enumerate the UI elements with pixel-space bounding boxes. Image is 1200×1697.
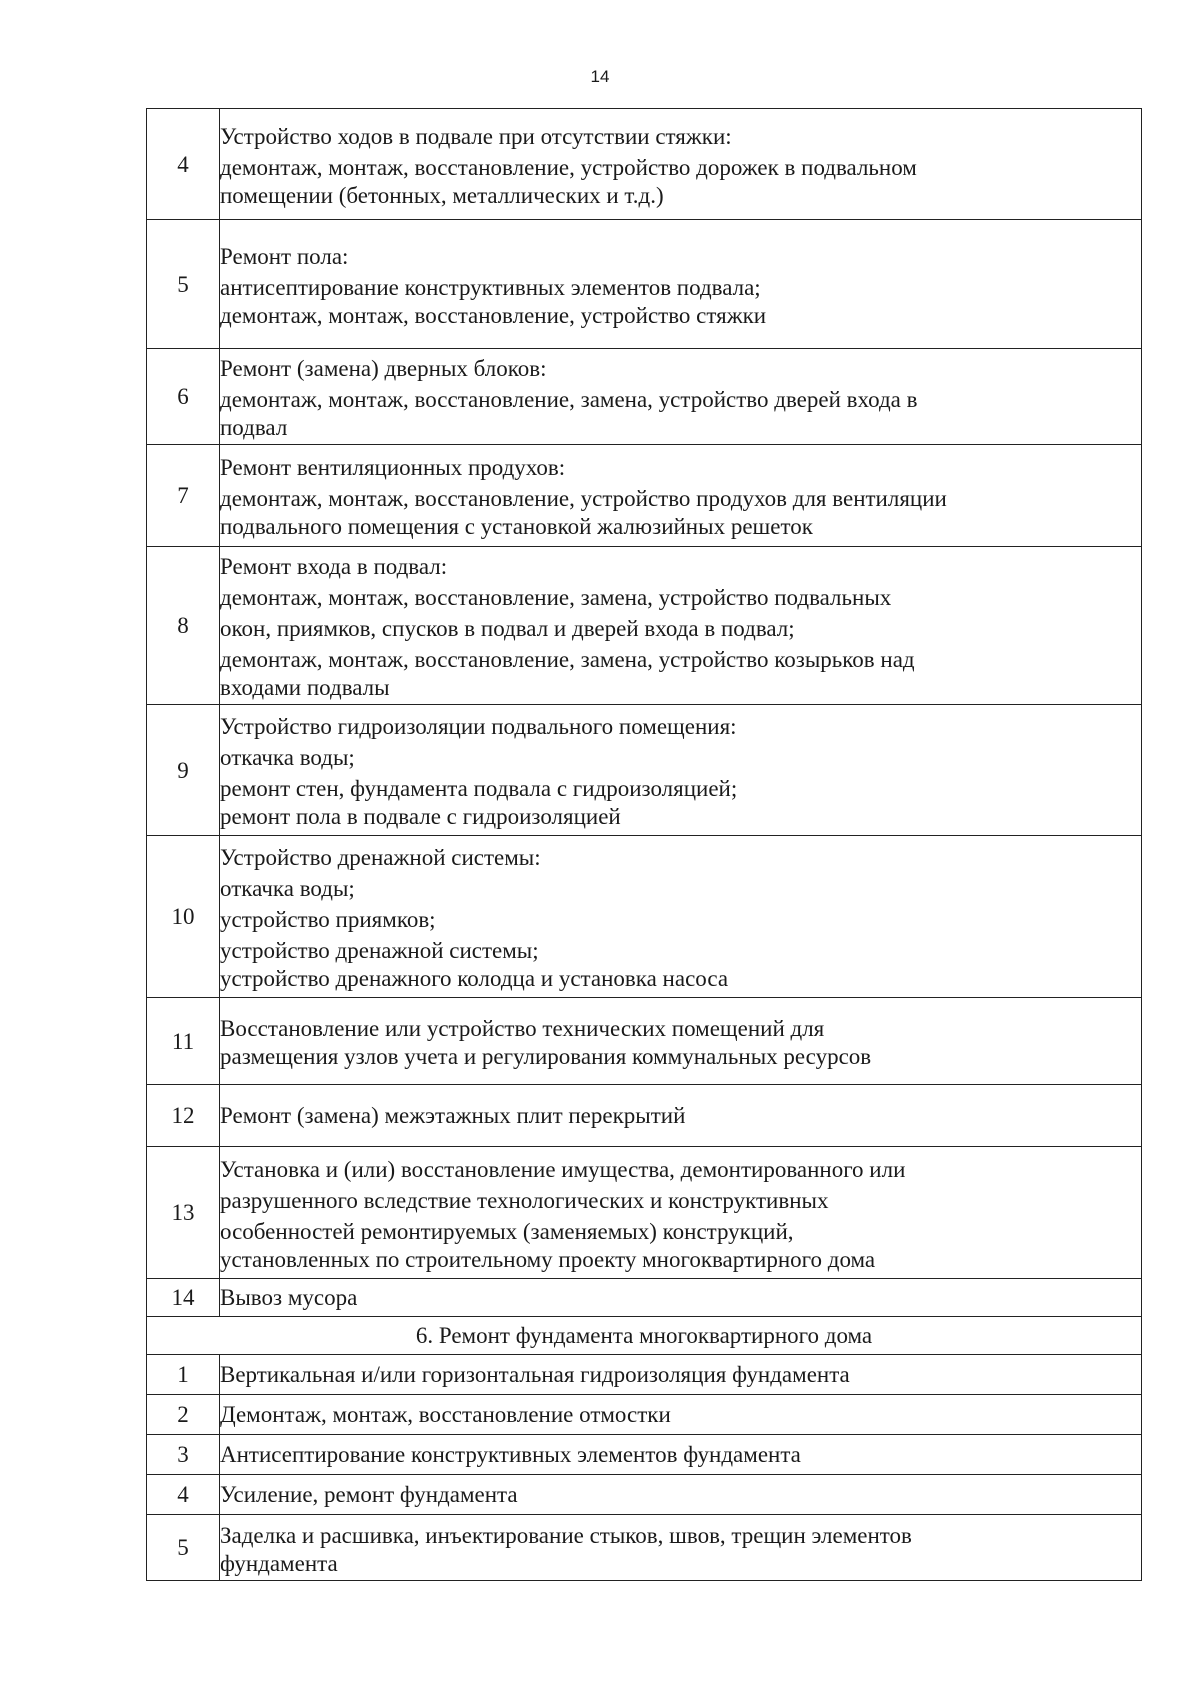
row-number: 7 bbox=[147, 445, 220, 547]
description-line: устройство приямков; bbox=[220, 907, 436, 932]
description-line: особенностей ремонтируемых (заменяемых) конструкций, bbox=[220, 1218, 794, 1244]
row-number: 10 bbox=[147, 836, 220, 998]
description-line: подвального помещения с установкой жалюзийных решеток bbox=[220, 514, 813, 539]
row-number: 14 bbox=[147, 1279, 220, 1317]
description-line: демонтаж, монтаж, восстановление, замена, устройство подвальных bbox=[220, 585, 892, 610]
table-row bbox=[147, 220, 1142, 349]
description-line: Установка и (или) восстановление имущества, демонтированного или bbox=[220, 1156, 906, 1182]
row-description bbox=[220, 1435, 1142, 1475]
section-title: 6. Ремонт фундамента многоквартирного дома bbox=[147, 1317, 1142, 1355]
row-number: 5 bbox=[147, 1515, 220, 1581]
table-row bbox=[147, 1395, 1142, 1435]
row-description bbox=[220, 1515, 1142, 1581]
description-line: размещения узлов учета и регулирования коммунальных ресурсов bbox=[220, 1044, 872, 1069]
section-header-row bbox=[147, 1317, 1142, 1355]
description-line: Ремонт (замена) дверных блоков: bbox=[220, 356, 547, 381]
description-line: Ремонт пола: bbox=[220, 243, 349, 269]
row-description bbox=[220, 1395, 1142, 1435]
table-row bbox=[147, 1435, 1142, 1475]
description-line: Восстановление или устройство технических помещений для bbox=[220, 1016, 825, 1041]
row-description bbox=[220, 220, 1142, 349]
row-description bbox=[220, 1147, 1142, 1279]
description-line: Устройство ходов в подвале при отсутствии стяжки: bbox=[220, 123, 732, 149]
table-row bbox=[147, 109, 1142, 220]
description-line: Антисептирование конструктивных элементов фундамента bbox=[220, 1442, 801, 1467]
row-description bbox=[220, 109, 1142, 220]
page-number: 14 bbox=[590, 67, 610, 86]
row-number: 5 bbox=[147, 220, 220, 349]
table-row bbox=[147, 1475, 1142, 1515]
description-line: помещении (бетонных, металлических и т.д.) bbox=[220, 182, 664, 208]
row-number: 4 bbox=[147, 109, 220, 220]
description-line: Устройство гидроизоляции подвального помещения: bbox=[220, 714, 737, 739]
works-table-body bbox=[147, 109, 1142, 1581]
table-row bbox=[147, 445, 1142, 547]
table-row bbox=[147, 1355, 1142, 1395]
description-line: Усиление, ремонт фундамента bbox=[220, 1482, 518, 1507]
description-line: установленных по строительному проекту многоквартирного дома bbox=[220, 1246, 876, 1272]
works-table bbox=[146, 108, 1142, 1581]
description-line: Демонтаж, монтаж, восстановление отмостки bbox=[220, 1402, 671, 1427]
table-row bbox=[147, 349, 1142, 445]
row-description bbox=[220, 705, 1142, 836]
description-line: Ремонт вентиляционных продухов: bbox=[220, 455, 566, 480]
table-row bbox=[147, 998, 1142, 1085]
description-line: откачка воды; bbox=[220, 745, 355, 770]
description-line: ремонт стен, фундамента подвала с гидроизоляцией; bbox=[220, 776, 738, 801]
table-row bbox=[147, 547, 1142, 705]
row-description bbox=[220, 1355, 1142, 1395]
description-line: антисептирование конструктивных элементов подвала; bbox=[220, 274, 761, 300]
description-line: фундамента bbox=[220, 1550, 338, 1576]
description-line: Устройство дренажной системы: bbox=[220, 845, 541, 870]
description-line: устройство дренажной системы; bbox=[220, 938, 539, 963]
description-line: окон, приямков, спусков в подвал и дверей входа в подвал; bbox=[220, 616, 795, 641]
table-row bbox=[147, 836, 1142, 998]
description-line: Ремонт (замена) межэтажных плит перекрытий bbox=[220, 1103, 686, 1128]
row-number: 11 bbox=[147, 998, 220, 1085]
description-line: ремонт пола в подвале с гидроизоляцией bbox=[220, 804, 621, 829]
row-number: 1 bbox=[147, 1355, 220, 1395]
table-row bbox=[147, 705, 1142, 836]
description-line: устройство дренажного колодца и установка насоса bbox=[220, 966, 729, 991]
description-line: демонтаж, монтаж, восстановление, устройство дорожек в подвальном bbox=[220, 154, 917, 180]
description-line: Вывоз мусора bbox=[220, 1285, 358, 1310]
description-line: входами подвалы bbox=[220, 675, 390, 700]
description-line: Заделка и расшивка, инъектирование стыков, швов, трещин элементов bbox=[220, 1522, 912, 1548]
row-description bbox=[220, 1085, 1142, 1147]
row-description bbox=[220, 445, 1142, 547]
row-description bbox=[220, 349, 1142, 445]
description-line: подвал bbox=[220, 415, 288, 440]
description-line: демонтаж, монтаж, восстановление, замена, устройство дверей входа в bbox=[220, 387, 918, 412]
row-number: 9 bbox=[147, 705, 220, 836]
row-description bbox=[220, 998, 1142, 1085]
table-row bbox=[147, 1279, 1142, 1317]
row-number: 13 bbox=[147, 1147, 220, 1279]
description-line: демонтаж, монтаж, восстановление, устройство продухов для вентиляции bbox=[220, 486, 947, 511]
row-number: 6 bbox=[147, 349, 220, 445]
row-description bbox=[220, 1475, 1142, 1515]
table-row bbox=[147, 1147, 1142, 1279]
row-description bbox=[220, 1279, 1142, 1317]
row-number: 3 bbox=[147, 1435, 220, 1475]
description-line: демонтаж, монтаж, восстановление, замена, устройство козырьков над bbox=[220, 647, 915, 672]
row-number: 2 bbox=[147, 1395, 220, 1435]
row-number: 8 bbox=[147, 547, 220, 705]
table-row bbox=[147, 1085, 1142, 1147]
description-line: Ремонт входа в подвал: bbox=[220, 554, 448, 579]
row-number: 12 bbox=[147, 1085, 220, 1147]
description-line: демонтаж, монтаж, восстановление, устройство стяжки bbox=[220, 302, 767, 328]
description-line: Вертикальная и/или горизонтальная гидроизоляция фундамента bbox=[220, 1362, 850, 1387]
table-row bbox=[147, 1515, 1142, 1581]
row-description bbox=[220, 547, 1142, 705]
row-number: 4 bbox=[147, 1475, 220, 1515]
row-description bbox=[220, 836, 1142, 998]
description-line: разрушенного вследствие технологических и конструктивных bbox=[220, 1187, 829, 1213]
description-line: откачка воды; bbox=[220, 876, 355, 901]
